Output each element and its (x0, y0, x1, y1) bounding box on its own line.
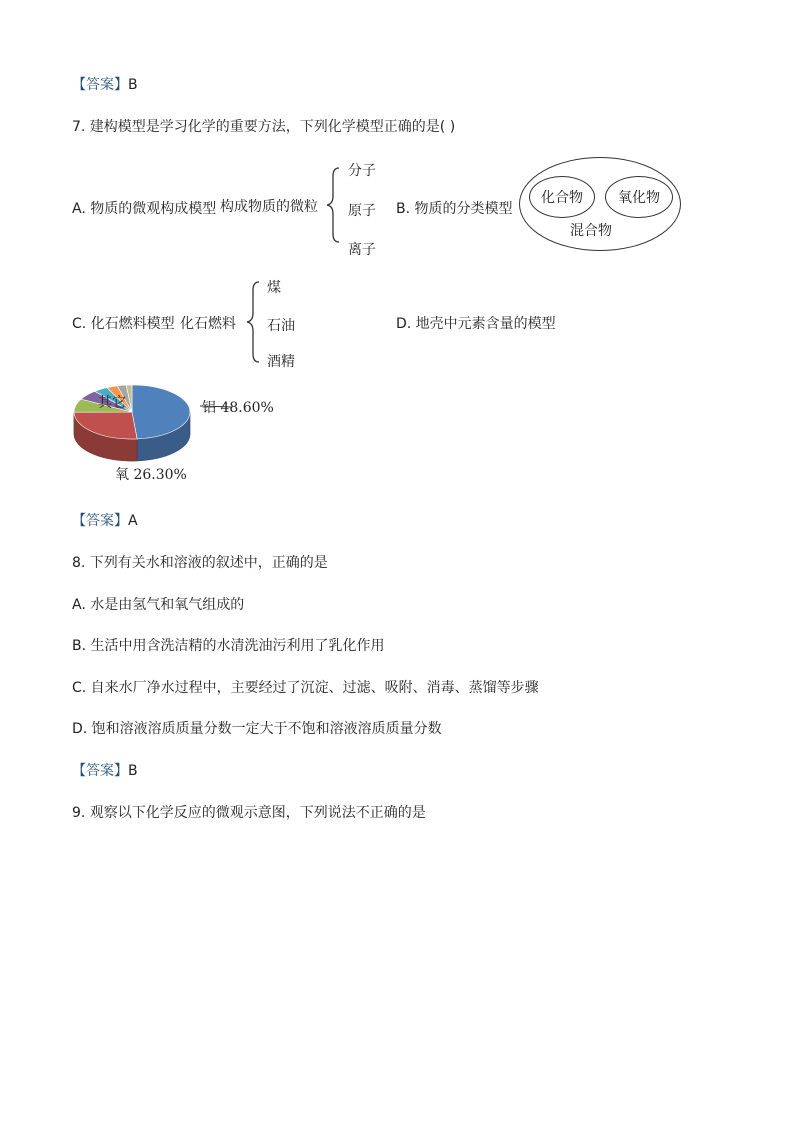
option-c-item-1: 煤 (267, 280, 281, 296)
option-c-brace (245, 280, 263, 364)
compound-ellipse (529, 176, 595, 218)
oxide-ellipse (605, 176, 673, 218)
option-b-label: B. 物质的分类模型 (396, 201, 513, 217)
option-c-label: C. 化石燃料模型 (72, 316, 175, 332)
option-a-item-3: 离子 (348, 242, 376, 258)
q8-option-d: D. 饱和溶液溶质质量分数一定大于不饱和溶液溶质质量分数 (72, 721, 442, 737)
option-c-group: 化石燃料 (180, 316, 236, 332)
option-a-group: 构成物质的微粒 (220, 199, 318, 215)
oxygen-data-label: 氧 26.30% (115, 467, 187, 483)
answer-tag: 【答案】 (72, 77, 128, 93)
mixture-label: 混合物 (570, 223, 612, 239)
option-c-item-3: 酒精 (267, 354, 295, 370)
option-a-label: A. 物质的微观构成模型 (72, 201, 217, 217)
answer-tag: 【答案】 (72, 513, 128, 529)
answer-value: B (128, 77, 138, 93)
option-a-item-2: 原子 (348, 203, 376, 219)
question-7-stem: 7. 建构模型是学习化学的重要方法，下列化学模型正确的是( ) (72, 119, 456, 135)
pie-top-layer (74, 385, 190, 439)
answer-line-q8 (72, 760, 138, 780)
other-data-label: 其它 (98, 395, 126, 411)
compound-label: 化合物 (541, 190, 583, 206)
aluminum-data-label: 铝 48.60% (202, 400, 274, 416)
answer-line-q6 (72, 74, 138, 94)
question-8-stem: 8. 下列有关水和溶液的叙述中，正确的是 (72, 555, 328, 571)
option-a-brace (325, 166, 343, 244)
option-a-item-1: 分子 (348, 163, 376, 179)
answer-value: B (128, 763, 138, 779)
option-d-label: D. 地壳中元素含量的模型 (396, 316, 556, 332)
answer-tag: 【答案】 (72, 763, 128, 779)
q8-option-b: B. 生活中用含洗洁精的水清洗油污利用了乳化作用 (72, 638, 385, 654)
q8-option-c: C. 自来水厂净水过程中，主要经过了沉淀、过滤、吸附、消毒、蒸馏等步骤 (72, 680, 539, 696)
answer-line-q7 (72, 510, 138, 530)
q8-option-a: A. 水是由氢气和氧气组成的 (72, 597, 245, 613)
crust-element-pie-chart (60, 378, 300, 488)
question-9-stem: 9. 观察以下化学反应的微观示意图，下列说法不正确的是 (72, 805, 426, 821)
answer-value: A (128, 513, 138, 529)
oxide-label: 氧化物 (618, 190, 660, 206)
option-c-item-2: 石油 (267, 318, 295, 334)
